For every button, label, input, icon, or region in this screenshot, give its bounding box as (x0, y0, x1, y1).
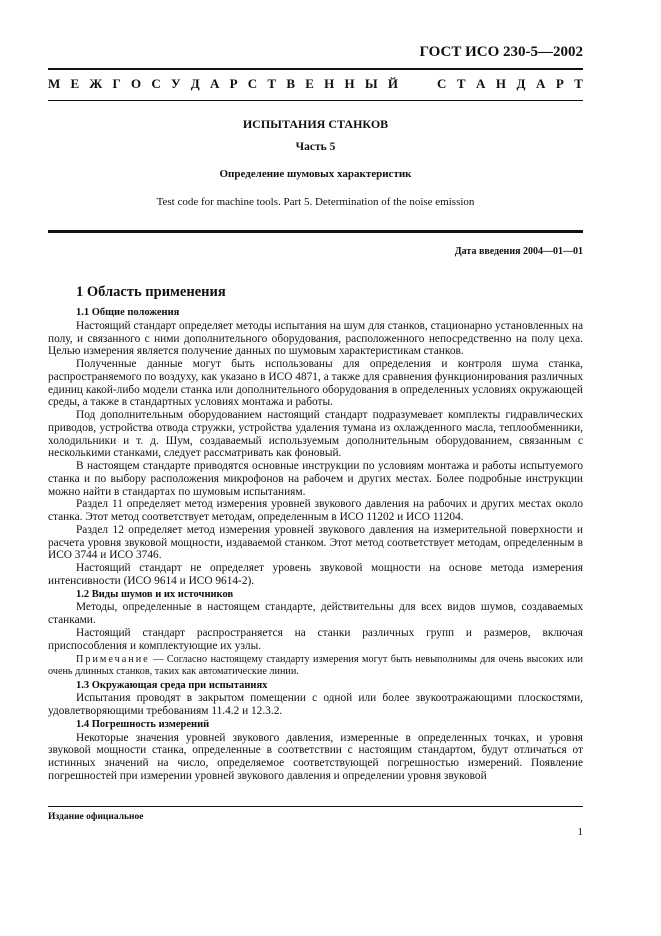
document-title: ИСПЫТАНИЯ СТАНКОВ (242, 117, 389, 131)
paragraph: Настоящий стандарт не определяет уровень звуковой мощности на основе метода измерения интенсивности (ИСО 9614 и ИСО 9614-2). (48, 562, 583, 587)
banner-letter: С (151, 76, 161, 91)
banner-letter: Н (344, 76, 355, 91)
paragraph: Испытания проводят в закрытом помещении с одной или более звукоотражающими плоскостями, удовлетворяющими требованиям 11.4.2 и 12.3.2. (48, 692, 583, 718)
footer-rule (48, 806, 583, 807)
banner-letter: А (535, 76, 546, 91)
banner-letter: Т (456, 76, 466, 91)
banner-rule (48, 100, 583, 101)
paragraph: Раздел 12 определяет метод измерения уровней звукового давления на измерительной поверхности и расчета уровня звуковой мощности, издаваемой станком. Этот метод соответствует методам, определенным в ИСО 3744 и ИСО 3746. (48, 523, 583, 562)
banner-letter: Т (267, 76, 277, 91)
banner-letter: Н (324, 76, 335, 91)
note-label: Примечание (76, 654, 150, 666)
section-body (48, 306, 583, 783)
subsection-heading: 1.2 Виды шумов и их источников (76, 588, 234, 600)
banner-letter: С (437, 76, 447, 91)
paragraph: Настоящий стандарт распространяется на станки различных групп и размеров, включая приспособления и комплектующие их узлы. (48, 626, 583, 652)
banner-letter: Ж (89, 76, 103, 91)
banner-letter: Ы (364, 76, 378, 91)
section-heading: 1 Область применения (76, 284, 226, 300)
banner-letter: Д (190, 76, 200, 91)
paragraph: Настоящий стандарт определяет методы испытания на шум для станков, стационарно установленных на полу, и связанного с ними дополнительного оборудования, расположенного непосредственно на полу цеха. Целью измерения является получение данных по шумовым характеристикам станков. (48, 319, 583, 358)
banner-letter: У (171, 76, 181, 91)
introduction-date: Дата введения 2004—01—01 (454, 246, 583, 257)
banner-letter: Е (305, 76, 314, 91)
banner-letter: Д (516, 76, 526, 91)
note (48, 654, 583, 678)
subsection-heading: 1.1 Общие положения (76, 307, 180, 318)
banner-letter: Т (574, 76, 583, 91)
subsection-heading: 1.4 Погрешность измерений (76, 718, 210, 730)
banner-letter: В (286, 76, 295, 91)
banner-letter: М (48, 76, 61, 91)
paragraph: Раздел 11 определяет метод измерения уровней звукового давления на рабочих и других местах около станка. Этот метод соответствует методам, определенным в ИСО 11202 и ИСО 11204. (48, 498, 583, 523)
banner-letter: А (209, 76, 220, 91)
banner-letter: Р (229, 76, 238, 91)
document-subtitle: Определение шумовых характеристик (219, 168, 412, 180)
paragraph: Под дополнительным оборудованием настоящий стандарт подразумевает комплекты гидравлических приводов, устройства отвода стружки, устройства удаления тумана из охлажденного масла, теплообменники, холодильники и т. д. Шум, создаваемый используемым дополнительным оборудованием, связанным с несколькими станками, следует рассматривать как фоновый. (48, 409, 583, 460)
paragraph: В настоящем стандарте приводятся основные инструкции по условиям монтажа и работы испытуемого станка и по выбору расположения микрофонов на рабочем и других местах. Более подробные инструкции можно найти в стандартах по шумовым испытаниям. (48, 460, 583, 498)
paragraph: Методы, определенные в настоящем стандарте, действительны для всех видов шумов, создаваемых станками. (48, 601, 583, 626)
paragraph: Полученные данные могут быть использованы для определения и контроля шума станка, распространяемого по воздуху, как указано в ИСО 4871, а также для сравнения функционирования различных единиц какой-либо модели станка или дополнительного оборудования в определенных условиях окружающей среды, а также в стандартных условиях монтажа и работы. (48, 358, 583, 409)
page-number: 1 (577, 826, 583, 838)
banner-letter: Й (387, 76, 398, 91)
top-rule (48, 68, 583, 70)
subsection-heading: 1.3 Окружающая среда при испытаниях (76, 679, 268, 691)
banner-letter: Г (112, 76, 121, 91)
english-title: Test code for machine tools. Part 5. Determination of the noise emission (156, 196, 475, 208)
banner-letter: О (131, 76, 142, 91)
interstate-standard-banner (48, 76, 583, 92)
banner-letter: Н (495, 76, 507, 91)
document-part: Часть 5 (295, 141, 336, 153)
interstate-word-spaced (48, 76, 398, 92)
title-rule (48, 230, 583, 233)
note-text: — Согласно настоящему стандарту измерения могут быть невыполнимы для очень высоких или очень длинных станков, таких как автоматические линии. (48, 654, 583, 678)
standard-word-spaced (437, 76, 583, 92)
banner-letter: С (247, 76, 258, 91)
banner-letter: А (476, 76, 486, 91)
banner-letter: Р (555, 76, 564, 91)
paragraph: Некоторые значения уровней звукового давления, измеренные в определенных точках, и уровня звуковой мощности станка, определенные в соответствии с настоящим стандартом, будут отличаться от истинных значений на число, определяемое соответствующей погрешностью измерений. Появление погрешностей при измерении уровней звукового давления и определении уровня звуковой (48, 731, 583, 782)
standard-code: ГОСТ ИСО 230-5—2002 (419, 44, 583, 60)
banner-letter: Е (70, 76, 80, 91)
official-edition: Издание официальное (48, 812, 144, 822)
